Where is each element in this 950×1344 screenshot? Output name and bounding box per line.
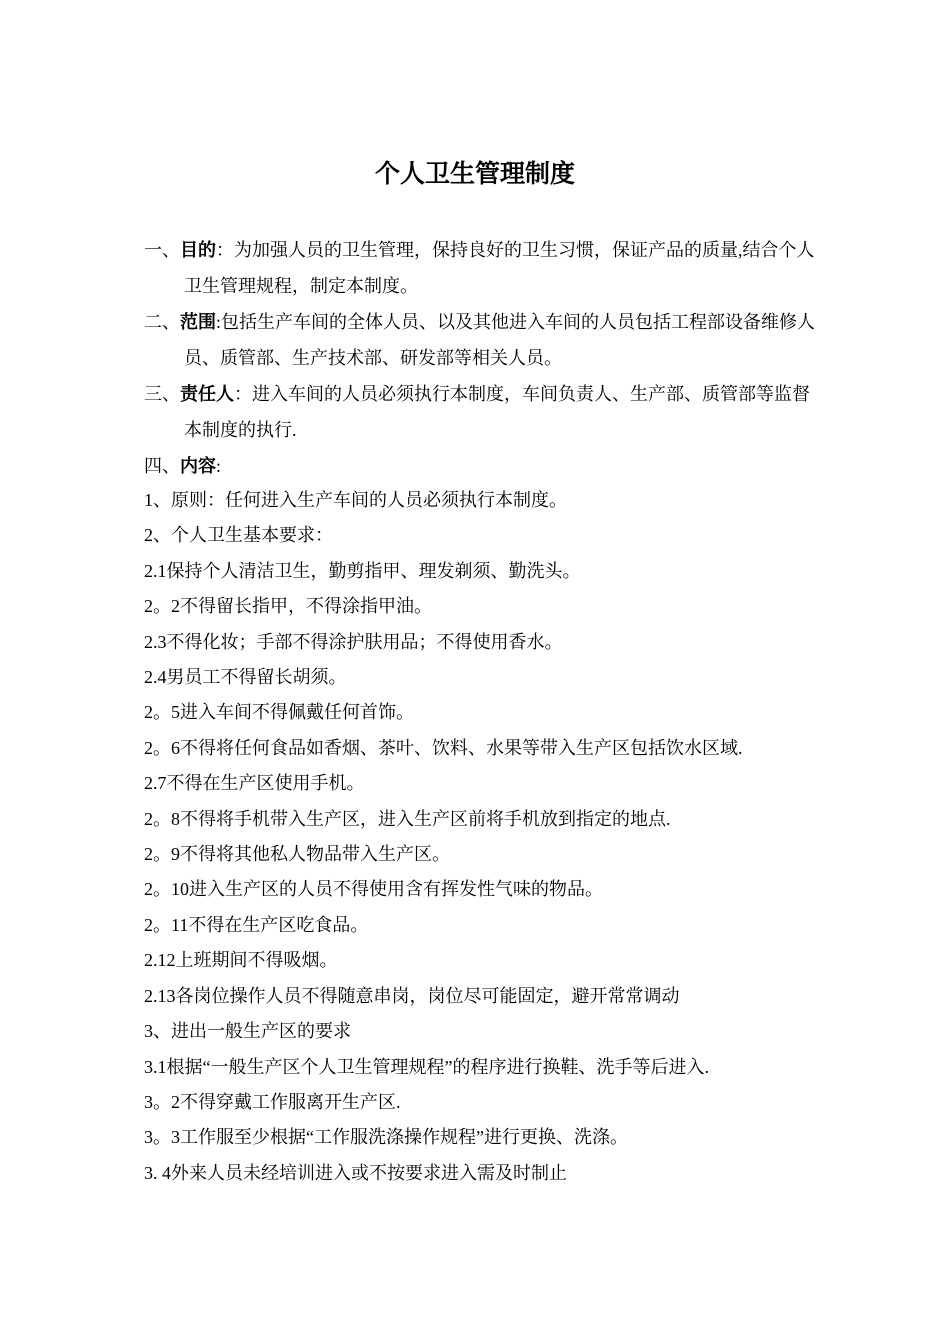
content-line: 3. 4外来人员未经培训进入或不按要求进入需及时制止: [144, 1162, 567, 1183]
section-separator: :: [216, 312, 222, 332]
content-line: 2.3不得化妆；手部不得涂护肤用品；不得使用香水。: [144, 631, 563, 652]
content-line: 2。5进入车间不得佩戴任何首饰。: [144, 702, 414, 723]
section-separator: ：: [234, 384, 252, 404]
section-purpose: [144, 232, 824, 304]
section-text: 包括生产车间的全体人员、以及其他进入车间的人员包括工程部设备维修人员、质管部、生产技术部、研发部等相关人员。: [184, 312, 816, 368]
section-text: 进入车间的人员必须执行本制度，车间负责人、生产部、质管部等监督本制度的执行.: [184, 384, 810, 440]
section-separator: :: [216, 456, 222, 476]
section-label: 范围: [180, 312, 216, 332]
content-line: 2.12上班期间不得吸烟。: [144, 950, 338, 971]
document-title: 个人卫生管理制度: [374, 161, 575, 188]
content-line: 2。8不得将手机带入生产区，进入生产区前将手机放到指定的地点.: [144, 808, 671, 829]
content-line: 2.4男员工不得留长胡须。: [144, 667, 347, 688]
content-line: 1、原则：任何进入生产车间的人员必须执行本制度。: [144, 490, 567, 510]
content-line: 3、进出一般生产区的要求: [144, 1021, 351, 1042]
section-label: 内容: [180, 456, 216, 476]
content-line: 3。3工作服至少根据“工作服洗涤操作规程”进行更换、洗涤。: [144, 1127, 628, 1148]
content-line: 2。9不得将其他私人物品带入生产区。: [144, 844, 450, 865]
content-line: 2.7不得在生产区使用手机。: [144, 773, 365, 794]
section-list: [144, 232, 824, 484]
section-prefix: 二、: [144, 312, 180, 332]
section-responsible: [144, 376, 824, 448]
section-label: 目的: [180, 240, 216, 260]
content-line: 2、个人卫生基本要求：: [144, 525, 333, 546]
content-line-list: [144, 483, 824, 1191]
content-line: 3.1根据“一般生产区个人卫生管理规程”的程序进行换鞋、洗手等后进入.: [144, 1056, 709, 1077]
section-prefix: 一、: [144, 240, 180, 260]
content-line: 2.1保持个人清洁卫生，勤剪指甲、理发剃须、勤洗头。: [144, 560, 581, 581]
content-line: 2。11不得在生产区吃食品。: [144, 914, 369, 935]
section-prefix: 三、: [144, 384, 180, 404]
content-line: 3。2不得穿戴工作服离开生产区.: [144, 1091, 401, 1112]
section-scope: [144, 304, 824, 376]
section-text: 为加强人员的卫生管理，保持良好的卫生习惯，保证产品的质量,结合个人卫生管理规程，制定本制度。: [184, 240, 815, 296]
content-line: 2。6不得将任何食品如香烟、茶叶、饮料、水果等带入生产区包括饮水区域.: [144, 737, 743, 758]
content-line: 2。2不得留长指甲，不得涂指甲油。: [144, 596, 432, 617]
section-prefix: 四、: [144, 456, 180, 476]
section-content: [144, 448, 824, 484]
section-separator: ：: [216, 240, 234, 260]
content-line: 2.13各岗位操作人员不得随意串岗，岗位尽可能固定，避开常常调动: [144, 985, 680, 1006]
section-label: 责任人: [180, 384, 234, 404]
content-line: 2。10进入生产区的人员不得使用含有挥发性气味的物品。: [144, 879, 603, 900]
